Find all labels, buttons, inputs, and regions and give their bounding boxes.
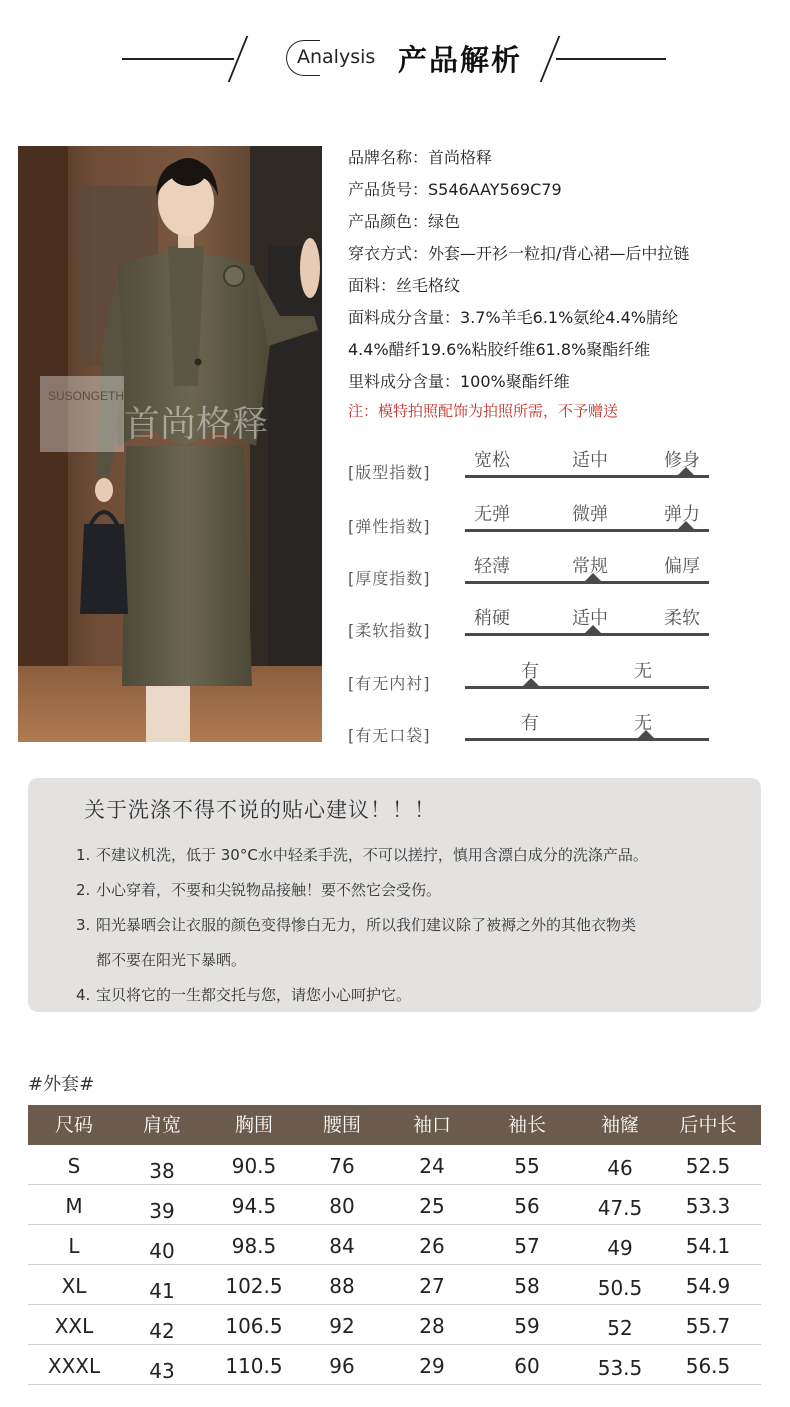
index-marker-icon [585, 573, 601, 581]
cell-sleeve-length: 57 [514, 1234, 540, 1258]
info-lining: 里料成分含量：100%聚酯纤维 [348, 372, 570, 391]
table-row [28, 1305, 761, 1345]
index-option: 稍硬 [474, 608, 510, 629]
column-header: 肩宽 [142, 1114, 181, 1136]
cell-sleeve-length: 58 [514, 1274, 540, 1298]
table-row [28, 1225, 761, 1265]
index-label: [弹性指数] [348, 517, 431, 536]
product-photo [18, 146, 322, 742]
index-option: 有 [521, 713, 539, 734]
table-row [28, 1185, 761, 1225]
cell-waist: 80 [329, 1194, 355, 1218]
index-marker-icon [638, 730, 654, 738]
info-note: 注：模特拍照配饰为拍照所需，不予赠送 [348, 402, 619, 420]
cell-waist: 92 [329, 1314, 355, 1338]
cell-shoulder: 39 [149, 1199, 175, 1223]
cell-chest: 94.5 [231, 1194, 277, 1218]
index-label: [有无口袋] [348, 726, 431, 745]
cell-chest: 106.5 [225, 1314, 283, 1338]
cell-shoulder: 42 [149, 1319, 175, 1343]
index-label: [厚度指数] [348, 569, 431, 588]
table-row [28, 1265, 761, 1305]
info-sku: 产品货号：S546AAY569C79 [348, 180, 562, 199]
cell-back-length: 56.5 [685, 1354, 731, 1378]
table-header [28, 1105, 761, 1145]
cell-armhole: 50.5 [597, 1276, 643, 1300]
info-brand: 品牌名称：首尚格释 [348, 148, 493, 167]
index-option: 修身 [664, 450, 700, 471]
column-header: 腰围 [322, 1114, 361, 1136]
index-option: 偏厚 [664, 556, 700, 577]
info-fabric: 面料：丝毛格纹 [348, 276, 461, 295]
column-header: 袖口 [412, 1114, 451, 1136]
care-title: 关于洗涤不得不说的贴心建议！！！ [84, 798, 436, 822]
index-option: 无弹 [474, 504, 510, 525]
product-info [348, 142, 778, 424]
column-header: 后中长 [679, 1114, 737, 1136]
cell-cuff: 26 [419, 1234, 445, 1258]
cell-sleeve-length: 56 [514, 1194, 540, 1218]
table-body [28, 1145, 761, 1385]
index-marker-icon [523, 678, 539, 686]
header-rule-right [556, 58, 666, 60]
care-item [76, 908, 756, 978]
header-rule-left [122, 58, 234, 60]
cell-armhole: 49 [607, 1236, 633, 1260]
cell-cuff: 29 [419, 1354, 445, 1378]
care-item-number: 3. [76, 916, 91, 934]
index-option: 宽松 [474, 450, 510, 471]
index-marker-icon [678, 467, 694, 475]
care-item-number: 2. [76, 881, 91, 899]
index-label: [版型指数] [348, 463, 431, 482]
index-option: 适中 [572, 450, 608, 471]
table-row [28, 1345, 761, 1385]
cell-armhole: 46 [607, 1156, 633, 1180]
cell-back-length: 55.7 [685, 1314, 731, 1338]
index-lining [348, 659, 718, 699]
care-item [76, 838, 756, 873]
cell-shoulder: 43 [149, 1359, 175, 1383]
page-title: 产品解析 [398, 43, 523, 77]
cell-waist: 76 [329, 1154, 355, 1178]
index-option: 轻薄 [474, 556, 510, 577]
cell-chest: 102.5 [225, 1274, 283, 1298]
index-label: [柔软指数] [348, 621, 431, 640]
index-stretch [348, 502, 718, 542]
index-scale [465, 475, 709, 478]
analysis-badge [286, 40, 382, 76]
care-tips [28, 778, 761, 1012]
index-scale [465, 633, 709, 636]
care-item-text: 不建议机洗，低于 30°C水中轻柔手洗，不可以搓拧，慎用含漂白成分的洗涤产品。 [96, 846, 648, 864]
info-color: 产品颜色：绿色 [348, 212, 461, 231]
cell-waist: 88 [329, 1274, 355, 1298]
care-item-number: 1. [76, 846, 91, 864]
cell-armhole: 53.5 [597, 1356, 643, 1380]
info-composition: 面料成分含量：3.7%羊毛6.1%氨纶4.4%腈纶 [348, 308, 678, 327]
index-scale [465, 686, 709, 689]
cell-chest: 110.5 [225, 1354, 283, 1378]
index-label: [有无内衬] [348, 674, 431, 693]
cell-size: M [65, 1194, 83, 1218]
column-header: 袖长 [507, 1114, 546, 1136]
cell-waist: 96 [329, 1354, 355, 1378]
care-item-text-cont: 都不要在阳光下暴晒。 [96, 951, 247, 969]
cell-armhole: 47.5 [597, 1196, 643, 1220]
cell-chest: 98.5 [231, 1234, 277, 1258]
index-thickness [348, 554, 718, 594]
index-option: 无 [634, 661, 652, 682]
info-wearing: 穿衣方式：外套—开衫一粒扣/背心裙—后中拉链 [348, 244, 690, 263]
cell-shoulder: 41 [149, 1279, 175, 1303]
care-list [76, 838, 756, 1013]
cell-back-length: 52.5 [685, 1154, 731, 1178]
care-item-text: 宝贝将它的一生都交托与您，请您小心呵护它。 [96, 986, 412, 1004]
cell-shoulder: 38 [149, 1159, 175, 1183]
cell-size: XL [61, 1274, 87, 1298]
index-pocket [348, 711, 718, 751]
index-scale [465, 581, 709, 584]
index-option: 有 [521, 661, 539, 682]
cell-cuff: 27 [419, 1274, 445, 1298]
cell-back-length: 54.9 [685, 1274, 731, 1298]
index-softness [348, 606, 718, 646]
cell-waist: 84 [329, 1234, 355, 1258]
watermark-brand: SUSONGETH [48, 389, 125, 403]
cell-back-length: 53.3 [685, 1194, 731, 1218]
index-option: 微弹 [572, 504, 608, 525]
index-marker-icon [585, 625, 601, 633]
care-item-number: 4. [76, 986, 91, 1004]
cell-cuff: 24 [419, 1154, 445, 1178]
watermark-cn: 首尚格释 [124, 404, 269, 445]
care-item-text: 阳光暴晒会让衣服的颜色变得惨白无力，所以我们建议除了被褥之外的其他衣物类 [96, 916, 637, 934]
cell-size: XXXL [47, 1354, 101, 1378]
index-option: 常规 [572, 556, 608, 577]
index-scale [465, 738, 709, 741]
cell-chest: 90.5 [231, 1154, 277, 1178]
table-row [28, 1145, 761, 1185]
cell-sleeve-length: 55 [514, 1154, 540, 1178]
section-header [0, 0, 790, 120]
cell-shoulder: 40 [149, 1239, 175, 1263]
cell-sleeve-length: 60 [514, 1354, 540, 1378]
column-header: 袖窿 [600, 1114, 639, 1136]
column-header: 胸围 [234, 1114, 273, 1136]
care-item [76, 978, 756, 1013]
index-fit [348, 448, 718, 488]
care-item-text: 小心穿着，不要和尖锐物品接触！要不然它会受伤。 [96, 881, 442, 899]
care-item [76, 873, 756, 908]
cell-back-length: 54.1 [685, 1234, 731, 1258]
index-option: 弹力 [664, 504, 700, 525]
cell-size: S [67, 1154, 81, 1178]
cell-size: XXL [54, 1314, 94, 1338]
index-option: 适中 [572, 608, 608, 629]
analysis-label: Analysis [297, 46, 376, 68]
cell-size: L [68, 1234, 80, 1258]
cell-cuff: 28 [419, 1314, 445, 1338]
model-illustration [18, 146, 322, 742]
index-option: 无 [634, 713, 652, 734]
index-option: 柔软 [664, 608, 700, 629]
cell-sleeve-length: 59 [514, 1314, 540, 1338]
size-table-tag: #外套# [28, 1074, 95, 1095]
info-composition-cont: 4.4%醋纤19.6%粘胶纤维61.8%聚酯纤维 [348, 340, 651, 359]
index-scale [465, 529, 709, 532]
index-marker-icon [678, 521, 694, 529]
size-table [28, 1105, 761, 1385]
cell-cuff: 25 [419, 1194, 445, 1218]
cell-armhole: 52 [607, 1316, 633, 1340]
column-header: 尺码 [54, 1114, 93, 1136]
